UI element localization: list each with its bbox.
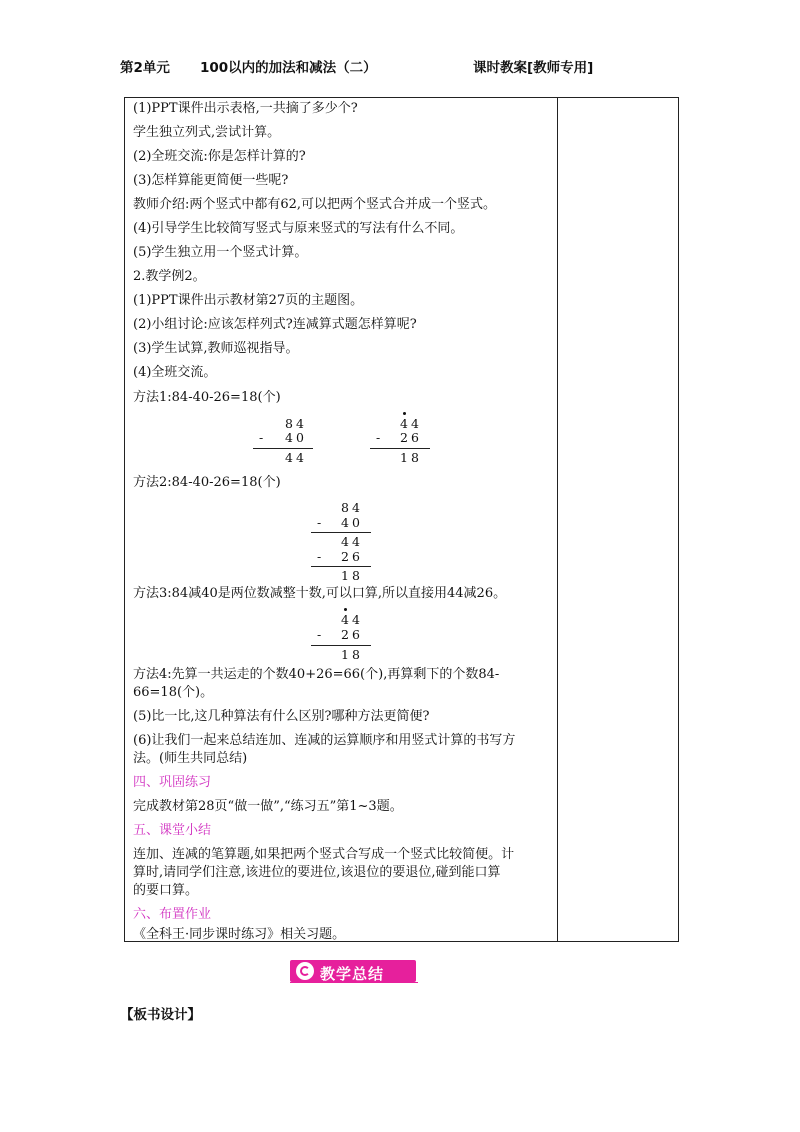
text-line: 连加、连减的笔算题,如果把两个竖式合写成一个竖式比较简便。计	[133, 847, 515, 862]
text-line: 法。(师生共同总结)	[133, 751, 248, 766]
calc-minuend: 84	[341, 500, 363, 515]
topic-label: 100以内的加法和减法（二）	[200, 60, 377, 76]
banner-underline	[290, 982, 418, 983]
text-line: 学生独立列式,尝试计算。	[133, 125, 281, 140]
vertical-calc-3	[311, 612, 371, 662]
lesson-table	[124, 97, 679, 942]
calc-operator: -	[317, 549, 325, 564]
calc-subtrahend: 40	[341, 515, 363, 530]
calc-operator: -	[259, 430, 267, 445]
text-line: 的要口算。	[133, 883, 199, 898]
text-line: (5)学生独立用一个竖式计算。	[133, 245, 308, 260]
calc-minuend: 44	[400, 416, 422, 431]
calc-result: 18	[341, 568, 363, 583]
text-line: 教师介绍:两个竖式中都有62,可以把两个竖式合并成一个竖式。	[133, 197, 497, 212]
banner-label: 教学总结	[320, 965, 385, 983]
text-line: 完成教材第28页“做一做”,“练习五”第1~3题。	[133, 799, 403, 814]
text-line: 方法4:先算一共运走的个数40+26=66(个),再算剩下的个数84-	[133, 667, 500, 682]
calc-operator: -	[376, 430, 384, 445]
text-line: 方法3:84减40是两位数减整十数,可以口算,所以直接用44减26。	[133, 586, 507, 601]
vertical-calc-1a	[253, 416, 313, 466]
text-line: 算时,请同学们注意,该进位的要进位,该退位的要退位,碰到能口算	[133, 865, 501, 880]
calc-rule	[311, 566, 371, 567]
text-line: (6)让我们一起来总结连加、连减的运算顺序和用竖式计算的书写方	[133, 733, 516, 748]
page-header	[120, 56, 680, 78]
calc-subtrahend: 26	[341, 627, 363, 642]
text-line: (1)PPT课件出示表格,一共摘了多少个?	[133, 101, 358, 116]
text-line: (5)比一比,这几种算法有什么区别?哪种方法更简便?	[133, 709, 430, 724]
calc-subtrahend: 26	[400, 430, 422, 445]
calc-rule	[253, 448, 313, 449]
text-line: (2)全班交流:你是怎样计算的?	[133, 149, 306, 164]
board-design-heading: 【板书设计】	[120, 1007, 201, 1023]
text-line: 《全科王·同步课时练习》相关习题。	[133, 927, 346, 942]
calc-operator: -	[317, 627, 325, 642]
calc-operator: -	[317, 515, 325, 530]
calc-subtrahend: 26	[341, 549, 363, 564]
calc-minuend: 84	[285, 416, 307, 431]
calc-result: 18	[341, 647, 363, 662]
text-line: (4)全班交流。	[133, 365, 217, 380]
notes-column	[558, 98, 678, 941]
vertical-calc-2	[311, 500, 371, 583]
calc-subtrahend: 40	[285, 430, 307, 445]
swirl-logo-icon	[296, 962, 314, 980]
teaching-summary-banner	[290, 957, 418, 983]
text-line: 方法1:84-40-26=18(个)	[133, 390, 281, 405]
borrow-dot	[344, 608, 347, 611]
text-line: 2.教学例2。	[133, 269, 206, 284]
text-line: (3)学生试算,教师巡视指导。	[133, 341, 299, 356]
calc-result: 44	[285, 450, 307, 465]
borrow-dot	[403, 412, 406, 415]
text-line: 66=18(个)。	[133, 685, 214, 700]
text-line: (3)怎样算能更简便一些呢?	[133, 173, 289, 188]
text-line: (4)引导学生比较简写竖式与原来竖式的写法有什么不同。	[133, 221, 464, 236]
unit-label: 第2单元	[120, 60, 170, 76]
calc-result: 18	[400, 450, 422, 465]
vertical-calc-1b	[370, 416, 430, 466]
calc-rule	[311, 532, 371, 533]
calc-rule	[311, 645, 371, 646]
calc-rule	[370, 448, 430, 449]
section-heading-homework: 六、布置作业	[133, 907, 212, 922]
text-line: (1)PPT课件出示教材第27页的主题图。	[133, 293, 364, 308]
document-kind-label: 课时教案[教师专用]	[473, 60, 594, 76]
text-line: (2)小组讨论:应该怎样列式?连减算式题怎样算呢?	[133, 317, 417, 332]
calc-intermediate: 44	[341, 534, 363, 549]
section-heading-practice: 四、巩固练习	[133, 775, 212, 790]
calc-minuend: 44	[341, 612, 363, 627]
text-line: 方法2:84-40-26=18(个)	[133, 475, 281, 490]
section-heading-summary: 五、课堂小结	[133, 823, 212, 838]
